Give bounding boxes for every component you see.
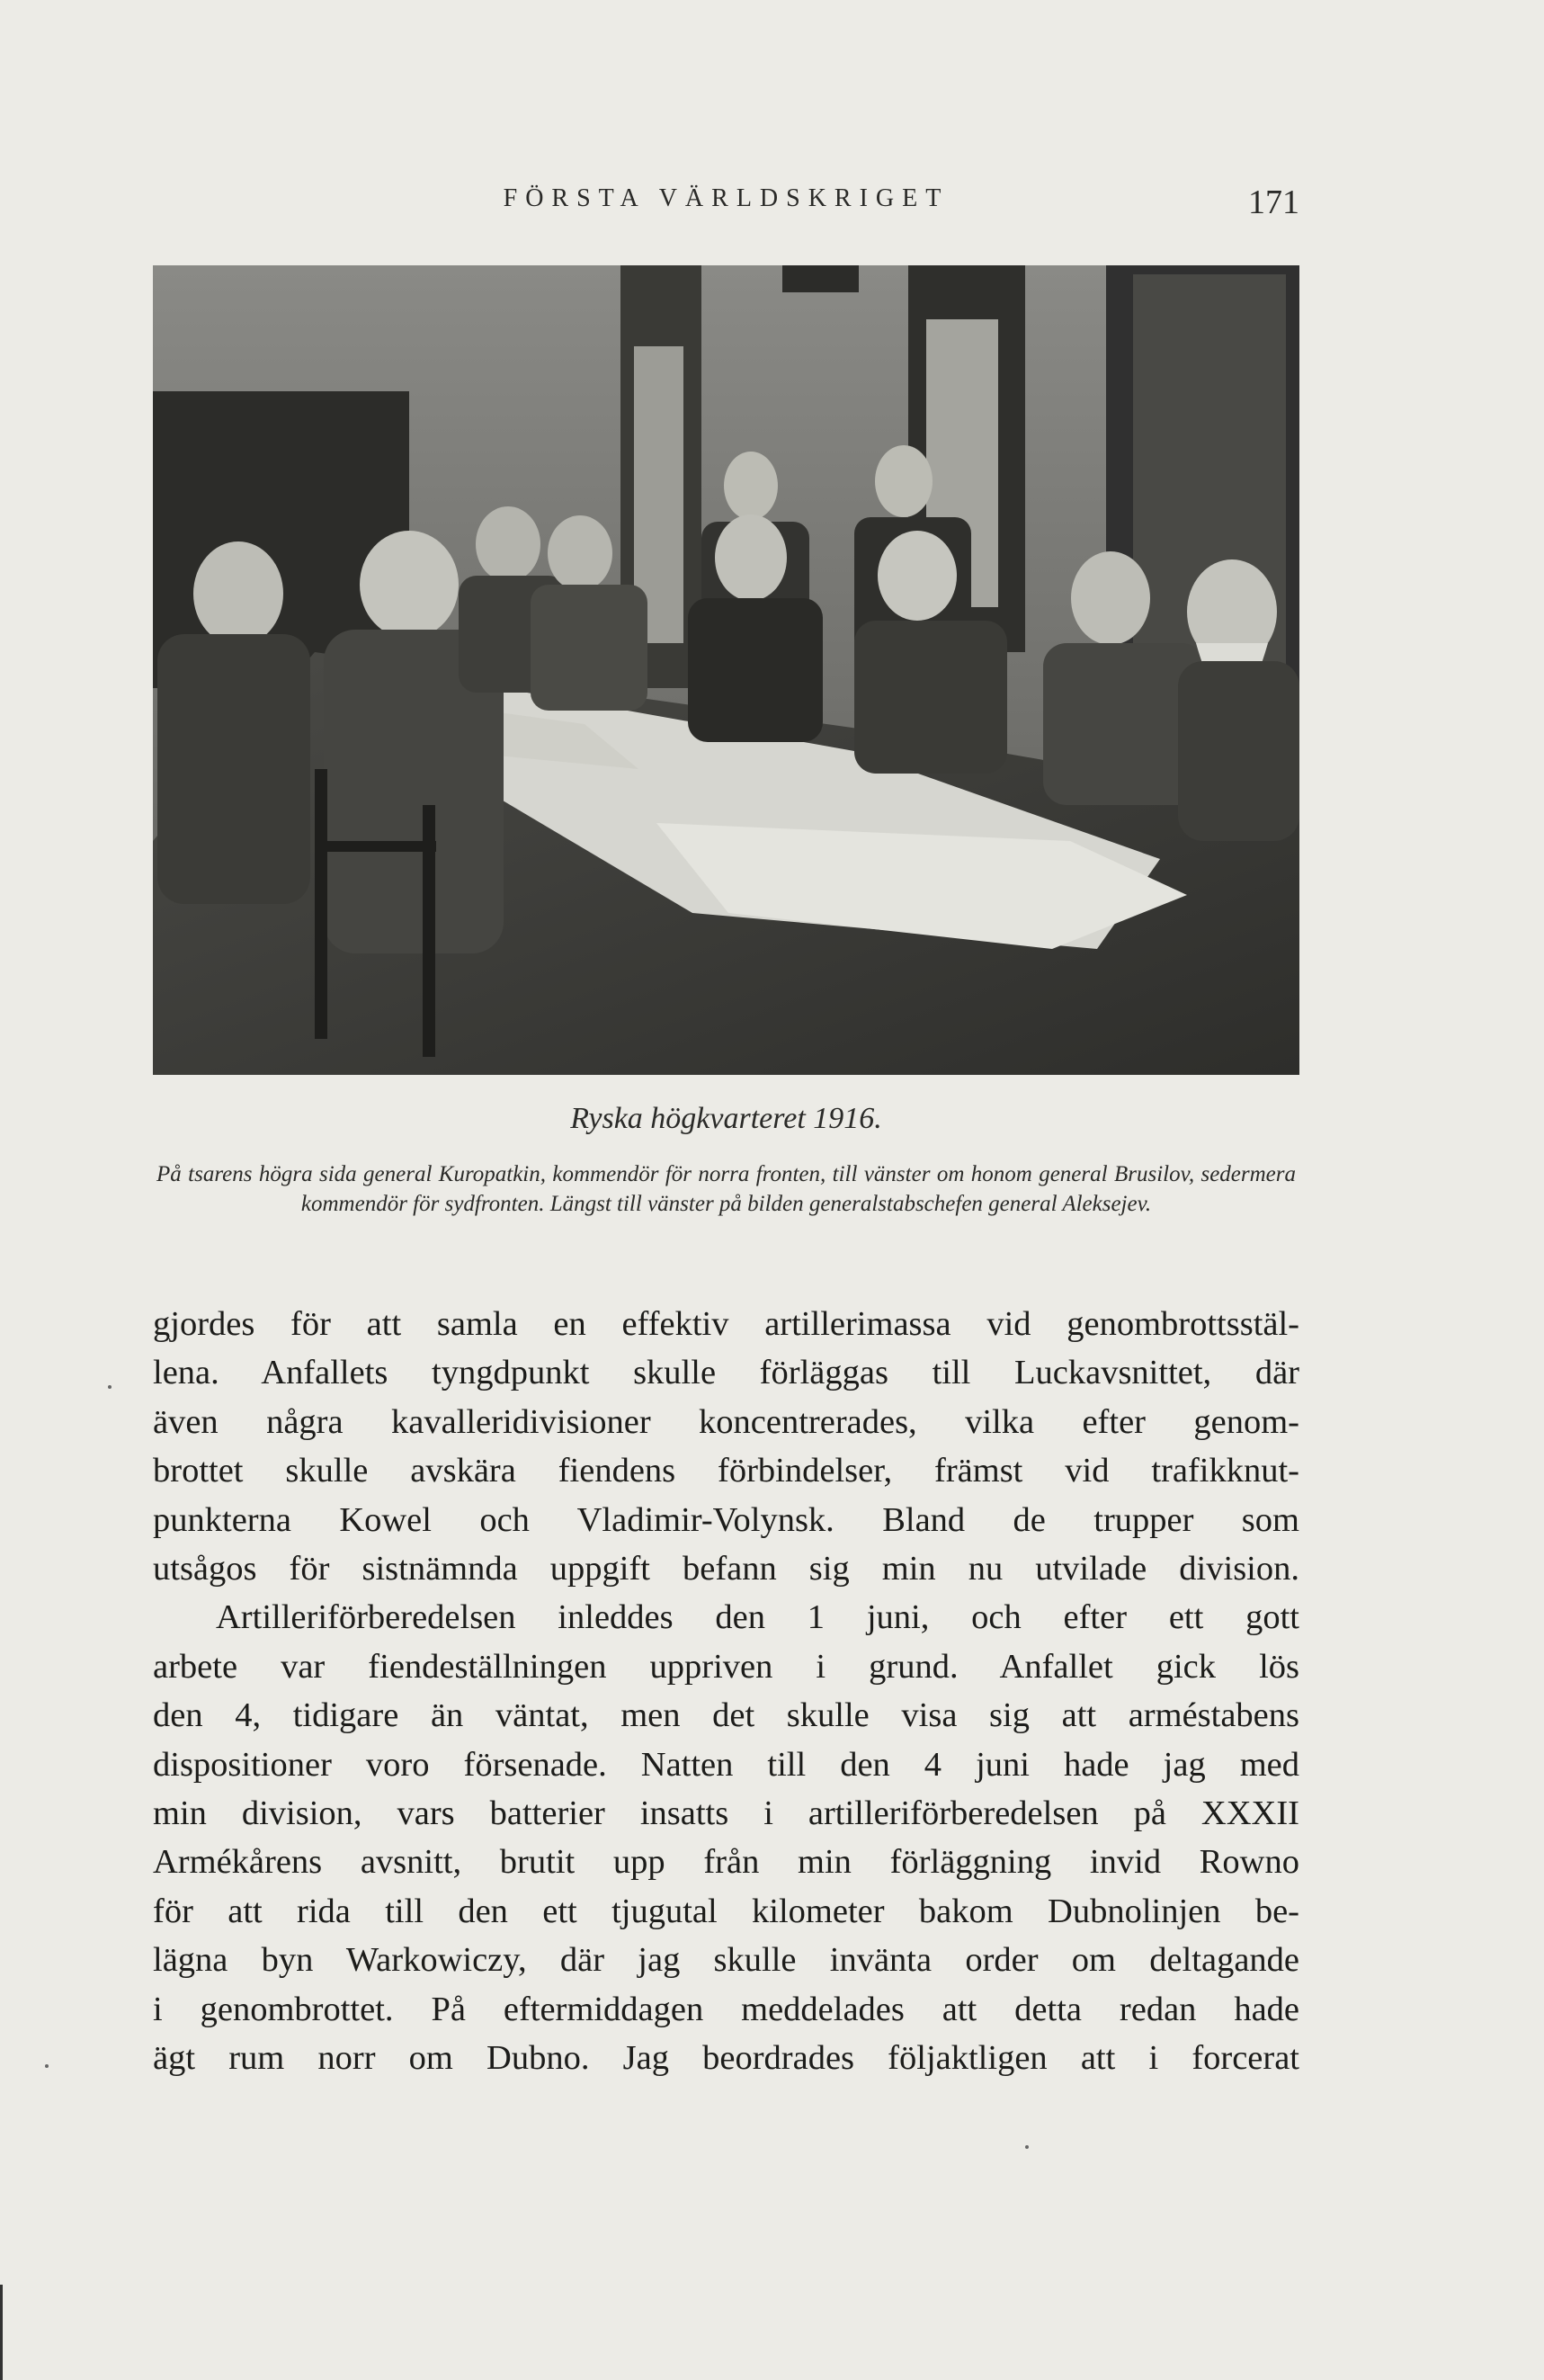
officers-around-table-photo <box>153 265 1299 1075</box>
scan-speck <box>45 2064 49 2068</box>
text-line: den 4, tidigare än väntat, men det skulle visa sig att arméstabens <box>153 1696 1299 1735</box>
running-header <box>153 184 1299 229</box>
text-line: även några kavalleridivisioner koncentrerades, vilka efter genom- <box>153 1402 1299 1441</box>
text-line: lägna byn Warkowiczy, där jag skulle invänta order om deltagande <box>153 1941 1299 1980</box>
paragraph-1 <box>153 1300 1299 2083</box>
text-line: Artilleriförberedelsen inleddes den 1 juni, och efter ett gott <box>216 1598 1299 1637</box>
scan-speck <box>1025 2145 1029 2149</box>
caption-text: På tsarens högra sida general Kuropatkin, kommendör för norra fronten, till vänster om honom general Brusilov, sedermera kommendör för sydfronten. Längst till vänster på bilden generalstabschefen general Aleksejev. <box>156 1162 1296 1216</box>
text-line: gjordes för att samla en effektiv artillerimassa vid genombrottsstäl- <box>153 1305 1299 1343</box>
text-line: dispositioner voro försenade. Natten till den 4 juni hade jag med <box>153 1745 1299 1784</box>
text-line: för att rida till den ett tjugutal kilometer bakom Dubnolinjen be- <box>153 1892 1299 1930</box>
text-line: Armékårens avsnitt, brutit upp från min förläggning invid Rowno <box>153 1843 1299 1882</box>
photo-caption <box>153 1102 1299 1219</box>
text-line: ägt rum norr om Dubno. Jag beordrades följaktligen att i forcerat <box>153 2039 1299 2078</box>
text-line: lena. Anfallets tyngdpunkt skulle förläggas till Luckavsnittet, där <box>153 1354 1299 1392</box>
caption-title: Ryska högkvarteret 1916. <box>570 1102 882 1135</box>
text-line: min division, vars batterier insatts i artilleriförberedelsen på XXXII <box>153 1794 1299 1833</box>
text-line: punkterna Kowel och Vladimir-Volynsk. Bland de trupper som <box>153 1500 1299 1539</box>
historical-photo <box>153 265 1299 1075</box>
body-text <box>153 1300 1299 2083</box>
chapter-title: FÖRSTA VÄRLDSKRIGET <box>503 184 950 212</box>
page-number: 171 <box>1248 183 1299 221</box>
scan-edge-mark <box>0 2285 3 2380</box>
scan-speck <box>108 1385 112 1389</box>
text-line: arbete var fiendeställningen uppriven i grund. Anfallet gick lös <box>153 1647 1299 1686</box>
text-line: i genombrottet. På eftermiddagen meddelades att detta redan hade <box>153 1990 1299 2028</box>
text-line: utsågos för sistnämnda uppgift befann sig min nu utvilade division. <box>153 1550 1299 1588</box>
text-line: brottet skulle avskära fiendens förbindelser, främst vid trafikknut- <box>153 1452 1299 1490</box>
